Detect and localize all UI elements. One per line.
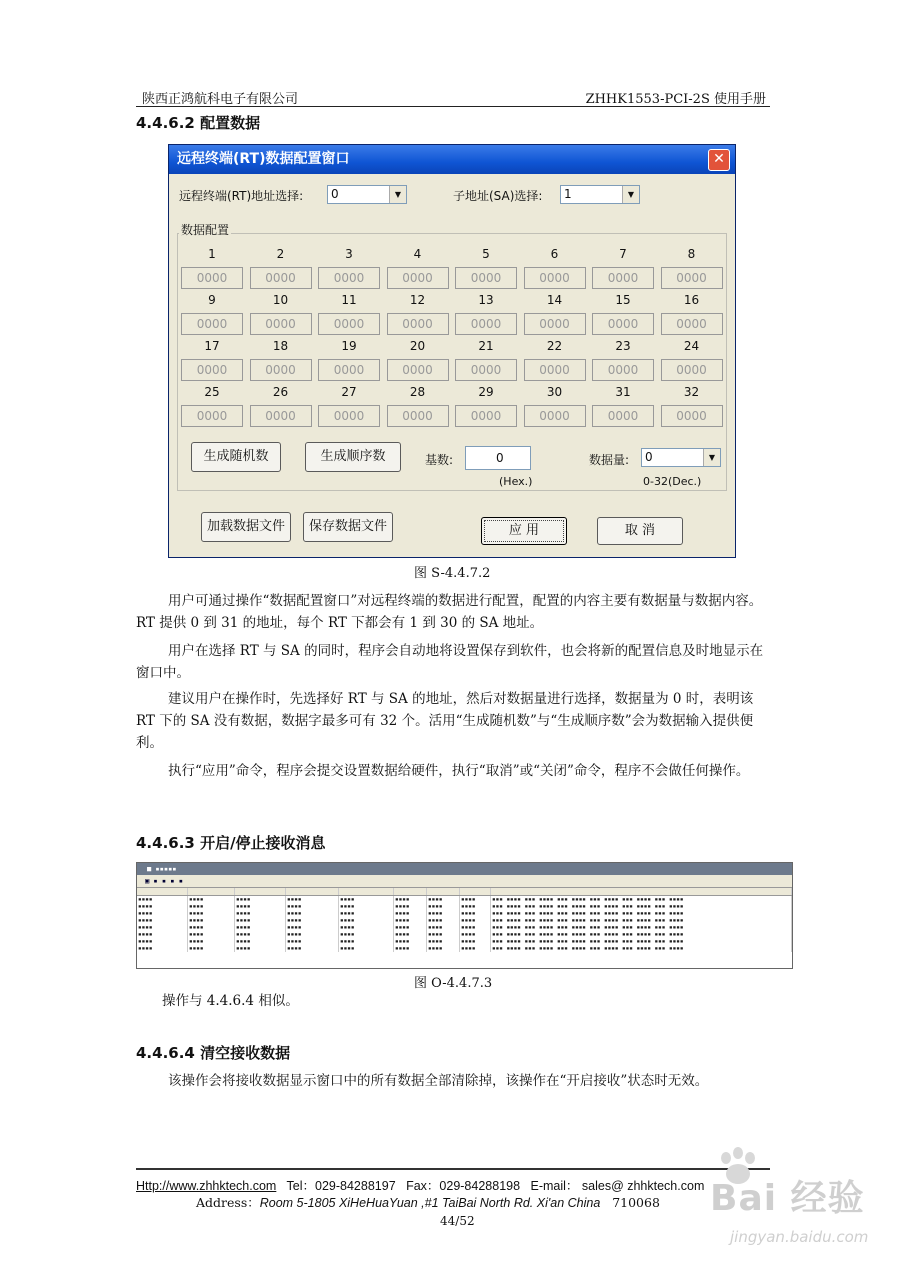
rt-data-config-dialog — [168, 144, 736, 558]
data-cell-index: 13 — [478, 293, 494, 307]
data-cell-input[interactable]: 0000 — [524, 359, 586, 381]
paragraph-4: 执行“应用”命令，程序会提交设置数据给硬件，执行“取消”或“关闭”命令，程序不会做任何操作。 — [168, 763, 750, 779]
data-cell-index: 18 — [272, 339, 289, 353]
data-cell-input[interactable]: 0000 — [387, 359, 449, 381]
telephone: Tel：029-84288197 — [286, 1179, 396, 1193]
data-cell-index: 25 — [204, 385, 220, 399]
data-cell-input[interactable]: 0000 — [455, 405, 517, 427]
data-cell-index: 16 — [683, 293, 700, 307]
data-cell-22 — [524, 339, 586, 381]
data-cell-14 — [524, 293, 586, 335]
data-cell-input[interactable]: 0000 — [250, 313, 312, 335]
data-count-value: 0 — [645, 450, 653, 464]
data-cell-input[interactable]: 0000 — [661, 267, 723, 289]
footer-rule — [136, 1168, 770, 1170]
data-cell-index: 32 — [683, 385, 700, 399]
data-cell-index: 31 — [615, 385, 631, 399]
data-cell-input[interactable]: 0000 — [387, 267, 449, 289]
data-cell-input[interactable]: 0000 — [181, 359, 243, 381]
data-cell-input[interactable]: 0000 — [181, 313, 243, 335]
data-cell-31 — [592, 385, 654, 427]
dec-note: 0-32(Dec.) — [643, 475, 702, 488]
table-row[interactable]: ▪▪▪▪ ▪▪▪▪ ▪▪▪▪ ▪▪▪▪ ▪▪▪▪ ▪▪▪▪ ▪▪▪▪ ▪▪▪▪ ▪▪▪ ▪▪▪▪ ▪▪▪ ▪▪▪▪ ▪▪▪ ▪▪▪▪ ▪▪▪ ▪▪▪▪ ▪▪▪ ▪▪▪▪ ▪▪▪ ▪▪▪▪ — [137, 924, 792, 931]
base-label: 基数: — [425, 453, 454, 467]
email-link[interactable]: sales@ zhhktech.com — [581, 1179, 705, 1193]
company-name: 陕西正鸿航科电子有限公司 — [142, 92, 299, 107]
receive-messages-window — [136, 862, 793, 969]
data-cell-index: 4 — [413, 247, 422, 261]
data-cell-index: 5 — [482, 247, 490, 261]
data-cell-input[interactable]: 0000 — [661, 405, 723, 427]
data-cell-input[interactable]: 0000 — [592, 405, 654, 427]
data-cell-input[interactable]: 0000 — [455, 359, 517, 381]
data-cell-12 — [387, 293, 449, 335]
data-cell-13 — [455, 293, 517, 335]
data-cell-32 — [661, 385, 723, 427]
website-link[interactable]: Http://www.zhhktech.com — [136, 1179, 277, 1193]
watermark-url: jingyan.baidu.com — [730, 1228, 869, 1246]
data-cell-28 — [387, 385, 449, 427]
receive-messages-table — [137, 888, 792, 952]
data-cell-26 — [250, 385, 312, 427]
data-cell-input[interactable]: 0000 — [318, 313, 380, 335]
data-cell-8 — [661, 247, 723, 289]
chevron-down-icon[interactable]: ▼ — [703, 449, 720, 466]
data-cell-10 — [250, 293, 312, 335]
zip-code: 710068 — [612, 1195, 660, 1210]
data-cell-1 — [181, 247, 243, 289]
data-cell-index: 23 — [615, 339, 631, 353]
data-cell-25 — [181, 385, 243, 427]
data-count-select[interactable] — [641, 448, 721, 467]
table-row[interactable]: ▪▪▪▪ ▪▪▪▪ ▪▪▪▪ ▪▪▪▪ ▪▪▪▪ ▪▪▪▪ ▪▪▪▪ ▪▪▪▪ ▪▪▪ ▪▪▪▪ ▪▪▪ ▪▪▪▪ ▪▪▪ ▪▪▪▪ ▪▪▪ ▪▪▪▪ ▪▪▪ ▪▪▪▪ ▪▪▪ ▪▪▪▪ — [137, 945, 792, 952]
email-label: E-mail： — [530, 1179, 579, 1193]
data-cell-input[interactable]: 0000 — [387, 405, 449, 427]
table-row[interactable]: ▪▪▪▪ ▪▪▪▪ ▪▪▪▪ ▪▪▪▪ ▪▪▪▪ ▪▪▪▪ ▪▪▪▪ ▪▪▪▪ ▪▪▪ ▪▪▪▪ ▪▪▪ ▪▪▪▪ ▪▪▪ ▪▪▪▪ ▪▪▪ ▪▪▪▪ ▪▪▪ ▪▪▪▪ ▪▪▪ ▪▪▪▪ — [137, 931, 792, 938]
sa-address-label: 子地址(SA)选择: — [453, 189, 543, 203]
load-data-file-button[interactable]: 加载数据文件 — [201, 512, 291, 542]
hex-note: (Hex.) — [499, 475, 533, 488]
data-cell-input[interactable]: 0000 — [455, 313, 517, 335]
cancel-button[interactable]: 取 消 — [597, 517, 683, 545]
chevron-down-icon[interactable]: ▼ — [389, 186, 406, 203]
dialog-title: 远程终端(RT)数据配置窗口 — [177, 151, 350, 167]
data-cell-4 — [387, 247, 449, 289]
data-cell-3 — [318, 247, 380, 289]
data-cell-index: 30 — [546, 385, 563, 399]
table-row[interactable]: ▪▪▪▪ ▪▪▪▪ ▪▪▪▪ ▪▪▪▪ ▪▪▪▪ ▪▪▪▪ ▪▪▪▪ ▪▪▪▪ ▪▪▪ ▪▪▪▪ ▪▪▪ ▪▪▪▪ ▪▪▪ ▪▪▪▪ ▪▪▪ ▪▪▪▪ ▪▪▪ ▪▪▪▪ ▪▪▪ ▪▪▪▪ — [137, 910, 792, 917]
data-cell-index: 6 — [550, 247, 559, 261]
data-cell-index: 8 — [687, 247, 696, 261]
data-cell-5 — [455, 247, 517, 289]
data-cell-18 — [250, 339, 312, 381]
paragraph-2: 用户在选择 RT 与 SA 的同时，程序会自动地将设置保存到软件，也会将新的配置信息及时地显示在窗口中。 — [136, 643, 764, 681]
data-cell-input[interactable]: 0000 — [318, 267, 380, 289]
save-data-file-button[interactable]: 保存数据文件 — [303, 512, 393, 542]
data-cell-index: 17 — [204, 339, 220, 353]
data-cell-index: 9 — [208, 293, 216, 307]
dialog-titlebar[interactable] — [169, 145, 735, 174]
data-cell-index: 10 — [272, 293, 289, 307]
data-cell-index: 7 — [619, 247, 627, 261]
figure-caption-1: 图 S-4.4.7.2 — [414, 566, 491, 581]
data-cell-7 — [592, 247, 654, 289]
paragraph-1: 用户可通过操作“数据配置窗口”对远程终端的数据进行配置，配置的内容主要有数据量与数据内容。RT 提供 0 到 31 的地址，每个 RT 下都会有 1 到 30 的 SA 地址。 — [136, 593, 763, 631]
data-cell-23 — [592, 339, 654, 381]
data-cell-17 — [181, 339, 243, 381]
data-cell-input[interactable]: 0000 — [524, 313, 586, 335]
data-cell-index: 14 — [546, 293, 563, 307]
data-cell-input[interactable]: 0000 — [387, 313, 449, 335]
data-cell-30 — [524, 385, 586, 427]
footer-address — [196, 1193, 660, 1211]
sa-address-value: 1 — [564, 187, 572, 201]
data-cell-15 — [592, 293, 654, 335]
sa-address-select[interactable] — [560, 185, 640, 204]
figure-caption-2: 图 O-4.4.7.3 — [414, 976, 493, 991]
paragraph-3: 建议用户在操作时，先选择好 RT 与 SA 的地址，然后对数据量进行选择，数据量为 0 时，表明该 RT 下的 SA 没有数据，数据字最多可有 32 个。活用“生成随机数”与“生成顺序数”会为数据输入提供便利。 — [136, 691, 754, 751]
data-cell-index: 21 — [478, 339, 494, 353]
data-cell-index: 24 — [683, 339, 700, 353]
footer-contact — [136, 1176, 704, 1194]
data-cell-index: 11 — [341, 293, 357, 307]
data-cell-21 — [455, 339, 517, 381]
data-cell-20 — [387, 339, 449, 381]
data-cell-index: 2 — [276, 247, 285, 261]
table-row[interactable]: ▪▪▪▪ ▪▪▪▪ ▪▪▪▪ ▪▪▪▪ ▪▪▪▪ ▪▪▪▪ ▪▪▪▪ ▪▪▪▪ ▪▪▪ ▪▪▪▪ ▪▪▪ ▪▪▪▪ ▪▪▪ ▪▪▪▪ ▪▪▪ ▪▪▪▪ ▪▪▪ ▪▪▪▪ ▪▪▪ ▪▪▪▪ — [137, 938, 792, 945]
data-cell-index: 29 — [478, 385, 494, 399]
data-cell-index: 22 — [546, 339, 563, 353]
data-cell-27 — [318, 385, 380, 427]
section-heading-clear-data: 4.4.6.4 清空接收数据 — [136, 1044, 291, 1062]
data-cell-input[interactable]: 0000 — [661, 359, 723, 381]
data-cell-index: 26 — [272, 385, 289, 399]
watermark-brand: Bai 经验 — [710, 1178, 865, 1219]
data-cell-11 — [318, 293, 380, 335]
data-cell-input[interactable]: 0000 — [524, 267, 586, 289]
data-cell-9 — [181, 293, 243, 335]
section-heading-start-stop: 4.4.6.3 开启/停止接收消息 — [136, 834, 326, 852]
rt-address-value: 0 — [331, 187, 339, 201]
receive-window-toolbar[interactable]: ▣ ▪ ▪ ▪ ▪ — [137, 875, 792, 888]
data-cell-input[interactable]: 0000 — [661, 313, 723, 335]
data-cell-6 — [524, 247, 586, 289]
page-header — [136, 86, 770, 107]
paragraph-6: 该操作会将接收数据显示窗口中的所有数据全部清除掉，该操作在“开启接收”状态时无效。 — [168, 1073, 709, 1089]
data-cell-index: 3 — [345, 247, 353, 261]
data-cell-input[interactable]: 0000 — [592, 267, 654, 289]
address-label: Address： — [196, 1195, 260, 1210]
fax: Fax：029-84288198 — [406, 1179, 521, 1193]
data-cell-input[interactable]: 0000 — [318, 359, 380, 381]
data-cell-input[interactable]: 0000 — [250, 267, 312, 289]
manual-title: ZHHK1553-PCI-2S 使用手册 — [585, 92, 766, 107]
data-cell-input[interactable]: 0000 — [181, 405, 243, 427]
data-cell-24 — [661, 339, 723, 381]
generate-random-button[interactable]: 生成随机数 — [191, 442, 281, 472]
data-config-group-label: 数据配置 — [181, 223, 230, 237]
section-heading-config-data: 4.4.6.2 配置数据 — [136, 114, 261, 132]
data-cell-input[interactable]: 0000 — [250, 405, 312, 427]
data-cell-input[interactable]: 0000 — [524, 405, 586, 427]
table-row[interactable]: ▪▪▪▪ ▪▪▪▪ ▪▪▪▪ ▪▪▪▪ ▪▪▪▪ ▪▪▪▪ ▪▪▪▪ ▪▪▪▪ ▪▪▪ ▪▪▪▪ ▪▪▪ ▪▪▪▪ ▪▪▪ ▪▪▪▪ ▪▪▪ ▪▪▪▪ ▪▪▪ ▪▪▪▪ ▪▪▪ ▪▪▪▪ — [137, 903, 792, 910]
data-cell-index: 20 — [409, 339, 426, 353]
data-cell-index: 1 — [208, 247, 216, 261]
base-input[interactable]: 0 — [465, 446, 531, 470]
data-cell-index: 27 — [341, 385, 357, 399]
rt-address-label: 远程终端(RT)地址选择: — [179, 189, 304, 203]
receive-window-titlebar: ■ ▪▪▪▪▪ — [137, 863, 792, 875]
page-number: 44/52 — [440, 1214, 475, 1228]
data-cell-input[interactable]: 0000 — [181, 267, 243, 289]
generate-sequence-button[interactable]: 生成顺序数 — [305, 442, 401, 472]
data-cell-16 — [661, 293, 723, 335]
chevron-down-icon[interactable]: ▼ — [622, 186, 639, 203]
paragraph-5: 操作与 4.4.6.4 相似。 — [162, 993, 299, 1009]
data-cell-index: 15 — [615, 293, 631, 307]
data-count-label: 数据量: — [589, 453, 630, 467]
data-cell-29 — [455, 385, 517, 427]
data-cell-input[interactable]: 0000 — [318, 405, 380, 427]
address-text: Room 5-1805 XiHeHuaYuan ,#1 TaiBai North Rd. Xi'an China — [259, 1196, 601, 1210]
rt-address-select[interactable] — [327, 185, 407, 204]
data-cell-input[interactable]: 0000 — [250, 359, 312, 381]
apply-button[interactable]: 应 用 — [481, 517, 567, 545]
data-cell-19 — [318, 339, 380, 381]
data-cell-input[interactable]: 0000 — [455, 267, 517, 289]
table-row[interactable]: ▪▪▪▪ ▪▪▪▪ ▪▪▪▪ ▪▪▪▪ ▪▪▪▪ ▪▪▪▪ ▪▪▪▪ ▪▪▪▪ ▪▪▪ ▪▪▪▪ ▪▪▪ ▪▪▪▪ ▪▪▪ ▪▪▪▪ ▪▪▪ ▪▪▪▪ ▪▪▪ ▪▪▪▪ ▪▪▪ ▪▪▪▪ — [137, 896, 792, 904]
data-cell-input[interactable]: 0000 — [592, 313, 654, 335]
data-cell-index: 19 — [341, 339, 357, 353]
table-row[interactable]: ▪▪▪▪ ▪▪▪▪ ▪▪▪▪ ▪▪▪▪ ▪▪▪▪ ▪▪▪▪ ▪▪▪▪ ▪▪▪▪ ▪▪▪ ▪▪▪▪ ▪▪▪ ▪▪▪▪ ▪▪▪ ▪▪▪▪ ▪▪▪ ▪▪▪▪ ▪▪▪ ▪▪▪▪ ▪▪▪ ▪▪▪▪ — [137, 917, 792, 924]
data-cell-index: 28 — [409, 385, 426, 399]
data-cell-2 — [250, 247, 312, 289]
close-icon[interactable]: ✕ — [708, 149, 730, 171]
data-cell-input[interactable]: 0000 — [592, 359, 654, 381]
data-cell-index: 12 — [409, 293, 426, 307]
